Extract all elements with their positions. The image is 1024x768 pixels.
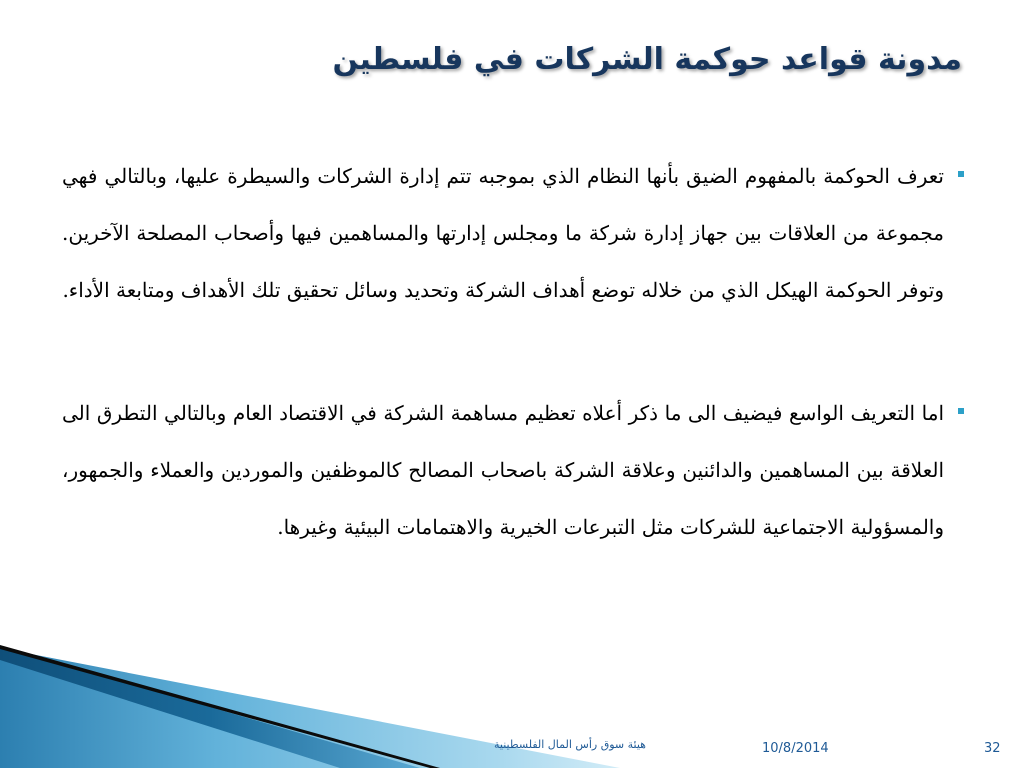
slide-title: مدونة قواعد حوكمة الشركات في فلسطين (332, 42, 962, 77)
bullet-icon (958, 171, 964, 177)
footer-organization: هيئة سوق رأس المال الفلسطينية (494, 738, 646, 751)
bullet-paragraph-2 (62, 385, 944, 556)
footer-page-number: 32 (984, 741, 1001, 756)
bullet-icon (958, 408, 964, 414)
slide-body (62, 148, 944, 556)
paragraph-text: تعرف الحوكمة بالمفهوم الضيق بأنها النظام الذي بموجبه تتم إدارة الشركات والسيطرة عليها، وبالتالي فهي مجموعة من العلاقات بين جهاز إدارة شركة ما ومجلس إدارتها والمساهمين فيها وأصحاب المصلحة الآخرين. وتوفر الحوكمة الهيكل الذي من خلاله توضع أهداف الشركة وتحديد وسائل تحقيق تلك الأهداف ومتابعة الأداء. (62, 164, 944, 302)
footer-date: 10/8/2014 (762, 741, 829, 756)
paragraph-text: اما التعريف الواسع فيضيف الى ما ذكر أعلاه تعظيم مساهمة الشركة في الاقتصاد العام وبالتالي التطرق الى العلاقة بين المساهمين والدائنين وعلاقة الشركة باصحاب المصالح كالموظفين والموردين والعملاء والجمهور، والمسؤولية الاجتماعية للشركات مثل التبرعات الخيرية والاهتمامات البيئية وغيرها. (62, 401, 944, 539)
bullet-paragraph-1 (62, 148, 944, 319)
